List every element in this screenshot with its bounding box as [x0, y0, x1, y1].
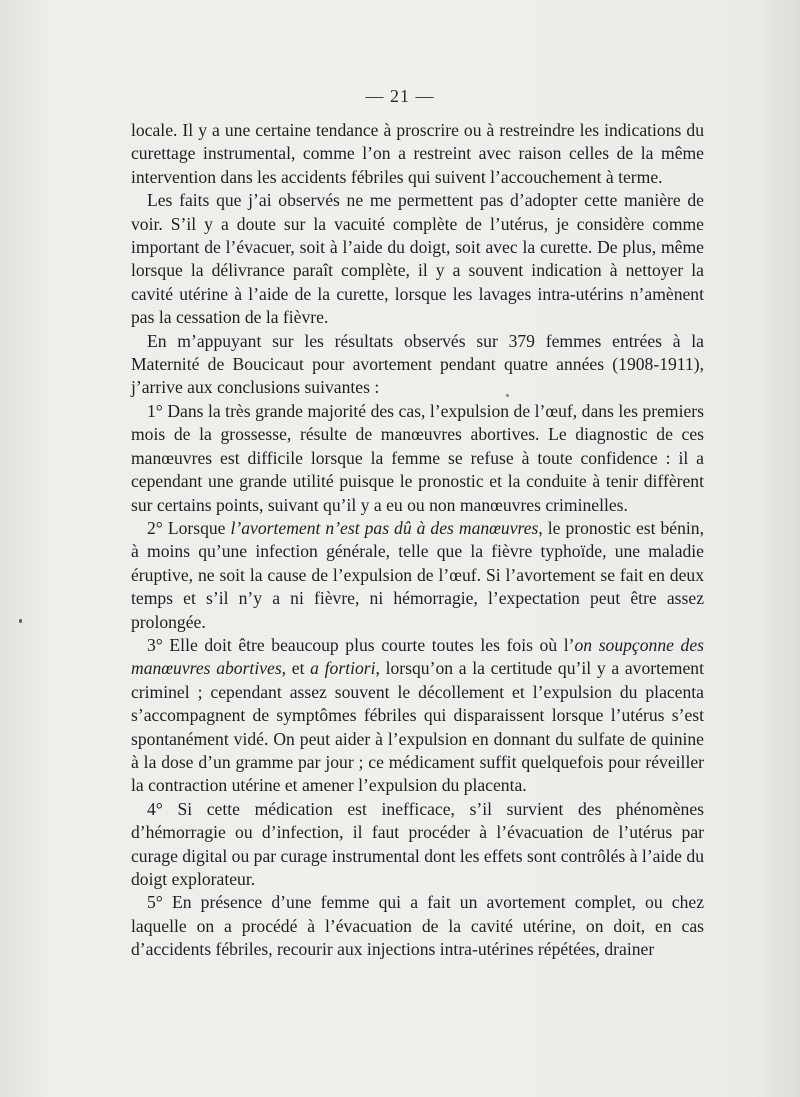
- paragraph: [131, 330, 704, 400]
- italic-run: l’avortement n’est pas dû à des manœuvres: [230, 517, 539, 538]
- ink-speck: [19, 619, 22, 623]
- paragraph: [131, 189, 704, 329]
- text-run: 1° Dans la très grande majorité des cas, l’expulsion de l’œuf, dans les premiers mois de la grossesse, résulte de manœuvres abortives. Le diagnostic de ces manœuvres est difficile lorsque la femme se refuse à toute confidence : il a cependant une grande utilité puisque le pronostic et la conduite à tenir diffèrent sur certains points, suivant qu’il y a eu ou non manœuvres criminelles.: [131, 400, 704, 515]
- paragraph: [131, 119, 704, 189]
- paragraph: [131, 891, 704, 961]
- text-run: 4° Si cette médication est inefficace, s’il survient des phénomènes d’hémorragie ou d’infection, il faut procéder à l’évacuation de l’utérus par curage digital ou par curage instrumental dont les effets sont contrôlés à l’aide du doigt explorateur.: [131, 798, 704, 889]
- body-text: [131, 119, 704, 962]
- paragraph: [131, 798, 704, 892]
- text-run: Les faits que j’ai observés ne me permettent pas d’adopter cette manière de voir. S’il y a doute sur la vacuité complète de l’utérus, je considère comme important de l’évacuer, soit à l’aide du doigt, soit avec la curette. De plus, même lorsque la délivrance paraît complète, il y a souvent indication à nettoyer la cavité utérine à l’aide de la curette, lorsque les lavages intra-utérins n’amènent pas la cessation de la fièvre.: [131, 190, 704, 328]
- text-run: , le pronostic est bénin, à moins qu’une infection générale, telle que la fièvre typhoïde, une maladie éruptive, ne soit la cause de l’expulsion de l’œuf. Si l’avortement se fait en deux temps et s’il n’y a ni fièvre, ni hémorragie, l’expectation peut être assez prolongée.: [131, 517, 704, 632]
- ink-speck: [506, 394, 509, 397]
- page-number: — 21 —: [365, 86, 435, 106]
- text-run: locale. Il y a une certaine tendance à proscrire ou à restreindre les indications du curettage instrumental, comme l’on a restreint avec raison celles de la même intervention dans les accidents fébriles qui suivent l’accouchement à terme.: [131, 120, 704, 187]
- italic-run: a fortiori: [310, 658, 376, 679]
- text-run: 5° En présence d’une femme qui a fait un avortement complet, ou chez laquelle on a procédé à l’évacuation de la cavité utérine, on doit, en cas d’accidents fébriles, recourir aux injections intra-utérines répétées, drainer: [131, 892, 704, 960]
- text-run: , lorsqu’on a la certitude qu’il y a avortement criminel ; cependant assez souvent le décollement et l’expulsion du placenta s’accompagnent de symptômes fébriles qui disparaissent lorsque l’utérus s’est spontanément vidé. On peut aider à l’expulsion en donnant du sulfate de quinine à la dose d’un gramme par jour ; ce médicament suffit quelquefois pour réveiller la contraction utérine et amener l’expulsion du placenta.: [131, 658, 704, 796]
- text-run: , et: [281, 658, 311, 679]
- text-run: 3° Elle doit être beaucoup plus courte toutes les fois où l’: [147, 634, 575, 655]
- text-run: 2° Lorsque: [147, 517, 231, 538]
- paragraph: [131, 634, 704, 798]
- paragraph: [131, 517, 704, 634]
- text-run: En m’appuyant sur les résultats observés sur 379 femmes entrées à la Maternité de Boucicaut pour avortement pendant quatre années (1908-1911), j’arrive aux conclusions suivantes :: [131, 330, 704, 398]
- italic-run: on soupçonne des manœuvres abortives: [131, 634, 704, 679]
- paragraph: [131, 400, 704, 517]
